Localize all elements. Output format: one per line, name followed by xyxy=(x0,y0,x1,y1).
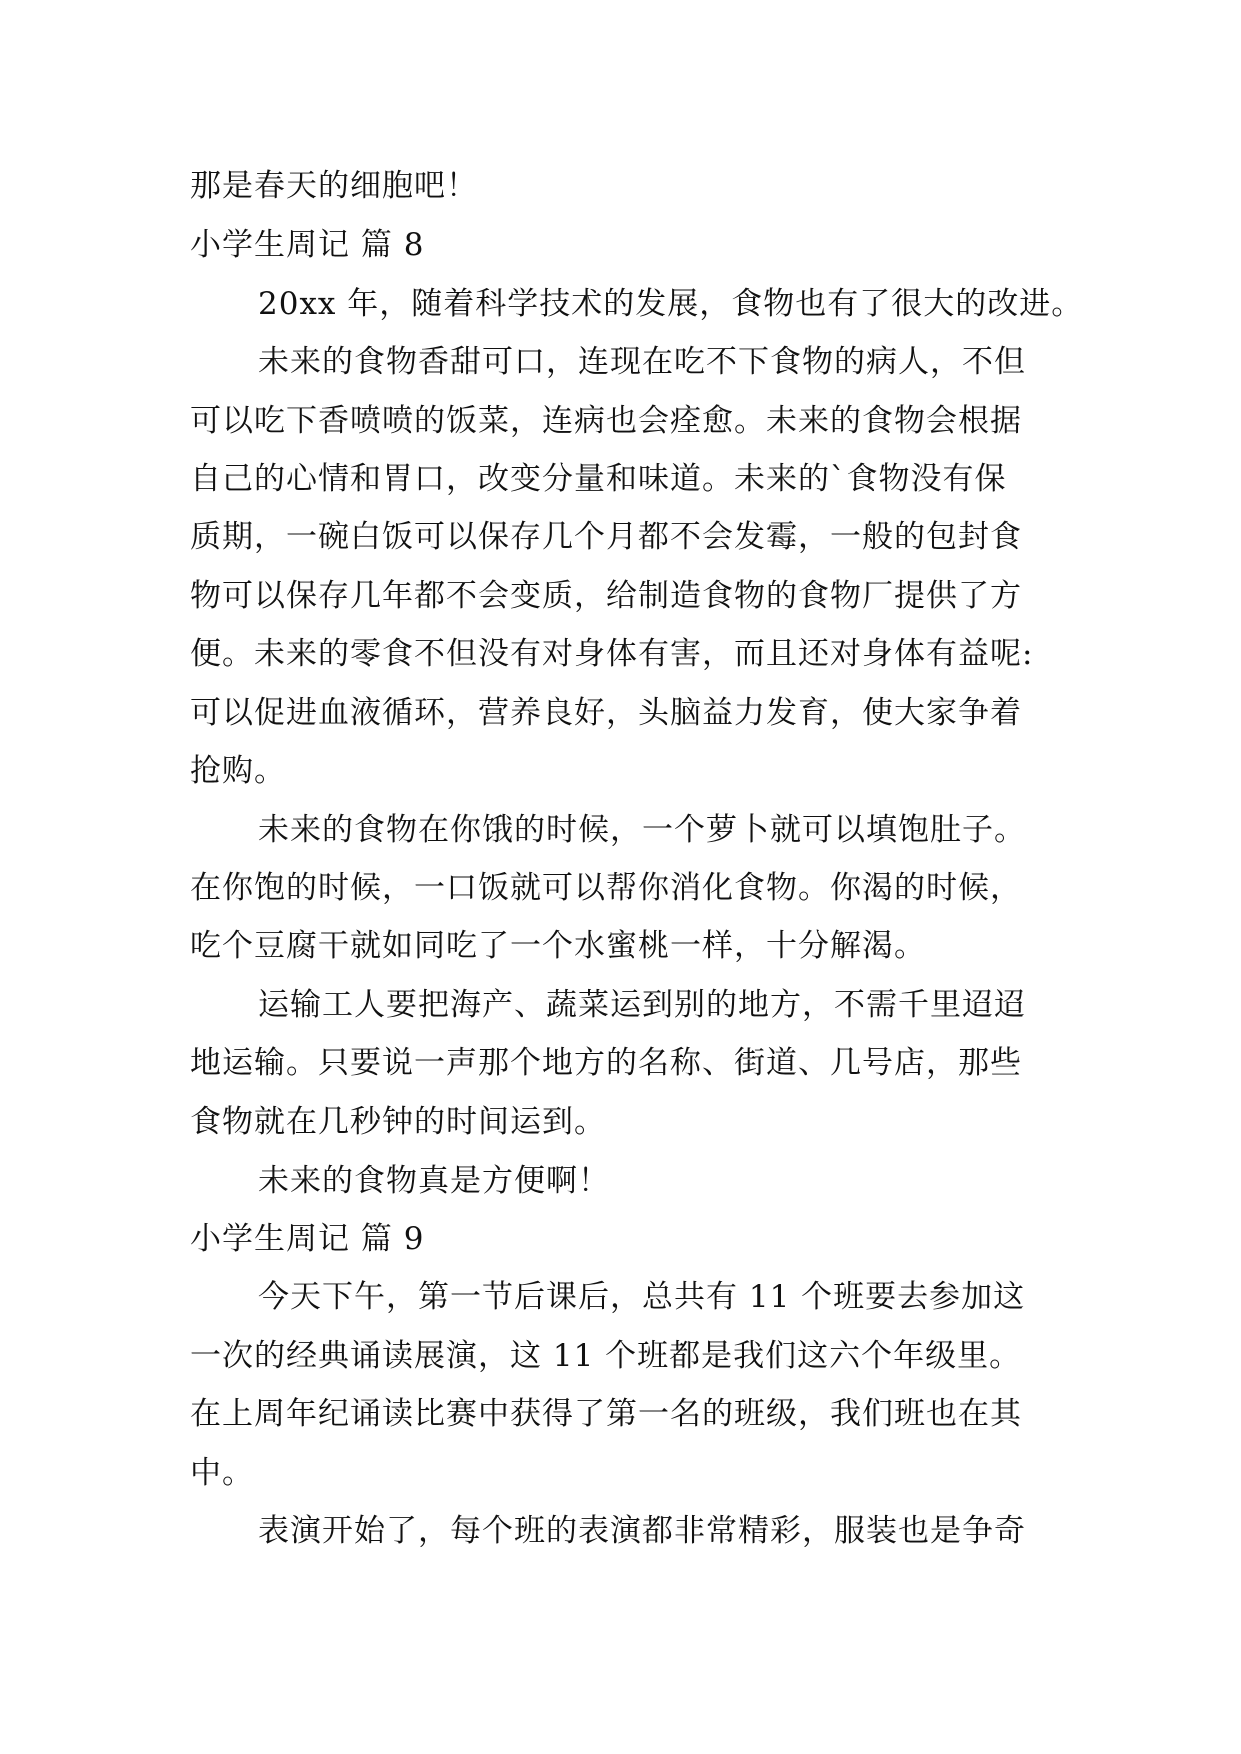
section-heading-8: 小学生周记 篇 8 xyxy=(190,227,425,263)
text-line: 今天下午，第一节后课后，总共有 11 个班要去参加这 xyxy=(258,1279,1026,1315)
text-line: 抢购。 xyxy=(190,753,286,789)
text-line: 20xx 年，随着科学技术的发展，食物也有了很大的改进。 xyxy=(258,286,1084,322)
text-line: 吃个豆腐干就如同吃了一个水蜜桃一样，十分解渴。 xyxy=(190,928,926,964)
text-line: 可以促进血液循环，营养良好，头脑益力发育，使大家争着 xyxy=(190,695,1022,731)
text-line: 质期，一碗白饭可以保存几个月都不会发霉，一般的包封食 xyxy=(190,519,1022,555)
text-line: 在你饱的时候，一口饭就可以帮你消化食物。你渴的时候， xyxy=(190,870,1022,906)
text-line: 食物就在几秒钟的时间运到。 xyxy=(190,1104,606,1140)
text-line: 中。 xyxy=(190,1455,254,1491)
text-line: 物可以保存几年都不会变质，给制造食物的食物厂提供了方 xyxy=(190,578,1022,614)
text-line: 在上周年纪诵读比赛中获得了第一名的班级，我们班也在其 xyxy=(190,1396,1022,1432)
text-line: 未来的食物香甜可口，连现在吃不下食物的病人，不但 xyxy=(258,344,1026,380)
text-line: 运输工人要把海产、蔬菜运到别的地方，不需千里迢迢 xyxy=(258,987,1026,1023)
text-line: 未来的食物真是方便啊！ xyxy=(258,1163,610,1199)
text-line: 便。未来的零食不但没有对身体有害，而且还对身体有益呢: xyxy=(190,636,1034,672)
text-line: 表演开始了，每个班的表演都非常精彩，服装也是争奇 xyxy=(258,1513,1026,1549)
text-line: 一次的经典诵读展演，这 11 个班都是我们这六个年级里。 xyxy=(190,1338,1022,1374)
text-line: 可以吃下香喷喷的饭菜，连病也会痊愈。未来的食物会根据 xyxy=(190,403,1022,439)
section-heading-9: 小学生周记 篇 9 xyxy=(190,1221,425,1257)
text-line: 未来的食物在你饿的时候，一个萝卜就可以填饱肚子。 xyxy=(258,812,1026,848)
text-line: 地运输。只要说一声那个地方的名称、街道、几号店，那些 xyxy=(190,1045,1022,1081)
text-line: 自己的心情和胃口，改变分量和味道。未来的`食物没有保 xyxy=(190,461,1007,497)
text-line: 那是春天的细胞吧！ xyxy=(190,168,478,204)
